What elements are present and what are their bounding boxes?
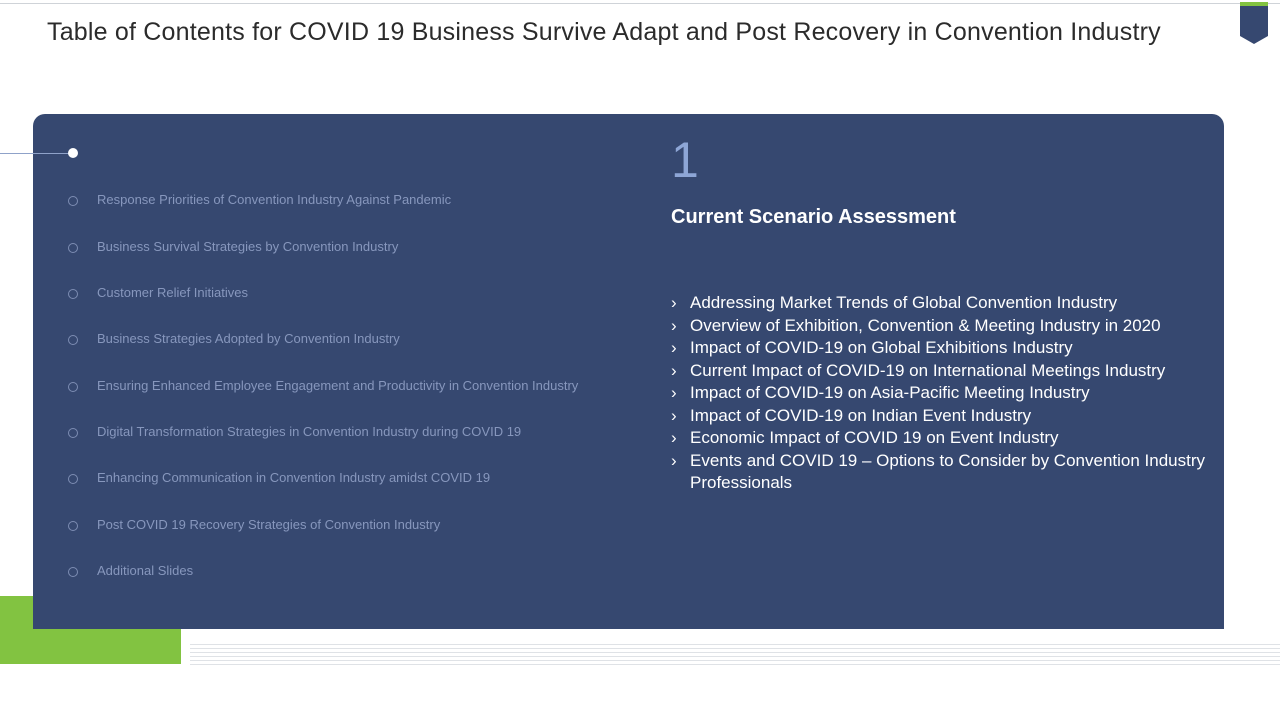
subtopic-label: Overview of Exhibition, Convention & Meeting Industry in 2020 [690, 315, 1161, 335]
chevron-right-icon: › [671, 405, 677, 425]
chevron-right-icon: › [671, 293, 677, 312]
toc-item[interactable] [68, 192, 628, 212]
circle-bullet-icon [68, 567, 78, 577]
active-marker-dot [68, 148, 78, 158]
chevron-right-icon: › [671, 338, 677, 357]
section-title: Current Scenario Assessment [671, 206, 956, 228]
connector-line [0, 153, 70, 154]
toc-item-label: Customer Relief Initiatives [97, 285, 248, 300]
circle-bullet-icon [68, 196, 78, 206]
toc-item-label: Response Priorities of Convention Industry Against Pandemic [97, 192, 452, 207]
toc-item[interactable] [68, 239, 628, 259]
subtopic-item [671, 360, 1211, 383]
subtopic-label: Addressing Market Trends of Global Convention Industry [690, 293, 1118, 312]
subtopic-item [671, 450, 1211, 495]
toc-item[interactable] [68, 563, 628, 583]
subtopic-label: Current Impact of COVID-19 on International Meetings Industry [690, 360, 1166, 380]
subtopic-item [671, 427, 1211, 450]
toc-item-label: Business Strategies Adopted by Convention Industry [97, 331, 400, 346]
section-subtopics-list [671, 292, 1211, 495]
toc-item[interactable] [68, 424, 628, 444]
subtopic-label: Impact of COVID-19 on Asia-Pacific Meeting Industry [690, 383, 1090, 402]
toc-item-label: Additional Slides [97, 563, 194, 578]
circle-bullet-icon [68, 382, 78, 392]
page-title: Table of Contents for COVID 19 Business Survive Adapt and Post Recovery in Convention Industry [47, 18, 1161, 46]
subtopic-label: Events and COVID 19 – Options to Consider by Convention Industry Professionals [690, 450, 1205, 492]
circle-bullet-icon [68, 335, 78, 345]
chevron-right-icon: › [671, 315, 677, 335]
circle-bullet-icon [68, 474, 78, 484]
subtopic-item [671, 382, 1211, 405]
decorative-stripes [190, 644, 1280, 668]
toc-item[interactable] [68, 517, 628, 537]
chevron-right-icon: › [671, 450, 677, 470]
toc-item-label: Business Survival Strategies by Convention Industry [97, 239, 399, 254]
chevron-right-icon: › [671, 360, 677, 380]
circle-bullet-icon [68, 521, 78, 531]
chevron-right-icon: › [671, 383, 677, 402]
circle-bullet-icon [68, 428, 78, 438]
toc-item[interactable] [68, 331, 628, 351]
toc-item[interactable] [68, 378, 628, 398]
circle-bullet-icon [68, 243, 78, 253]
subtopic-label: Impact of COVID-19 on Indian Event Industry [690, 405, 1032, 425]
subtopic-item [671, 337, 1211, 360]
toc-item[interactable] [68, 470, 628, 490]
subtopic-item [671, 315, 1211, 338]
bookmark-ribbon-icon [1240, 2, 1268, 44]
toc-item-label: Digital Transformation Strategies in Convention Industry during COVID 19 [97, 424, 522, 439]
toc-item-label: Post COVID 19 Recovery Strategies of Convention Industry [97, 517, 441, 532]
toc-item-label: Ensuring Enhanced Employee Engagement and Productivity in Convention Industry [97, 378, 579, 393]
top-divider [0, 3, 1280, 4]
toc-item-label: Enhancing Communication in Convention Industry amidst COVID 19 [97, 470, 491, 485]
circle-bullet-icon [68, 289, 78, 299]
toc-item[interactable] [68, 285, 628, 305]
subtopic-item [671, 292, 1211, 315]
subtopic-label: Impact of COVID-19 on Global Exhibitions Industry [690, 338, 1073, 357]
chevron-right-icon: › [671, 428, 677, 447]
section-number: 1 [671, 132, 699, 188]
subtopic-item [671, 405, 1211, 428]
subtopic-label: Economic Impact of COVID 19 on Event Industry [690, 428, 1059, 447]
